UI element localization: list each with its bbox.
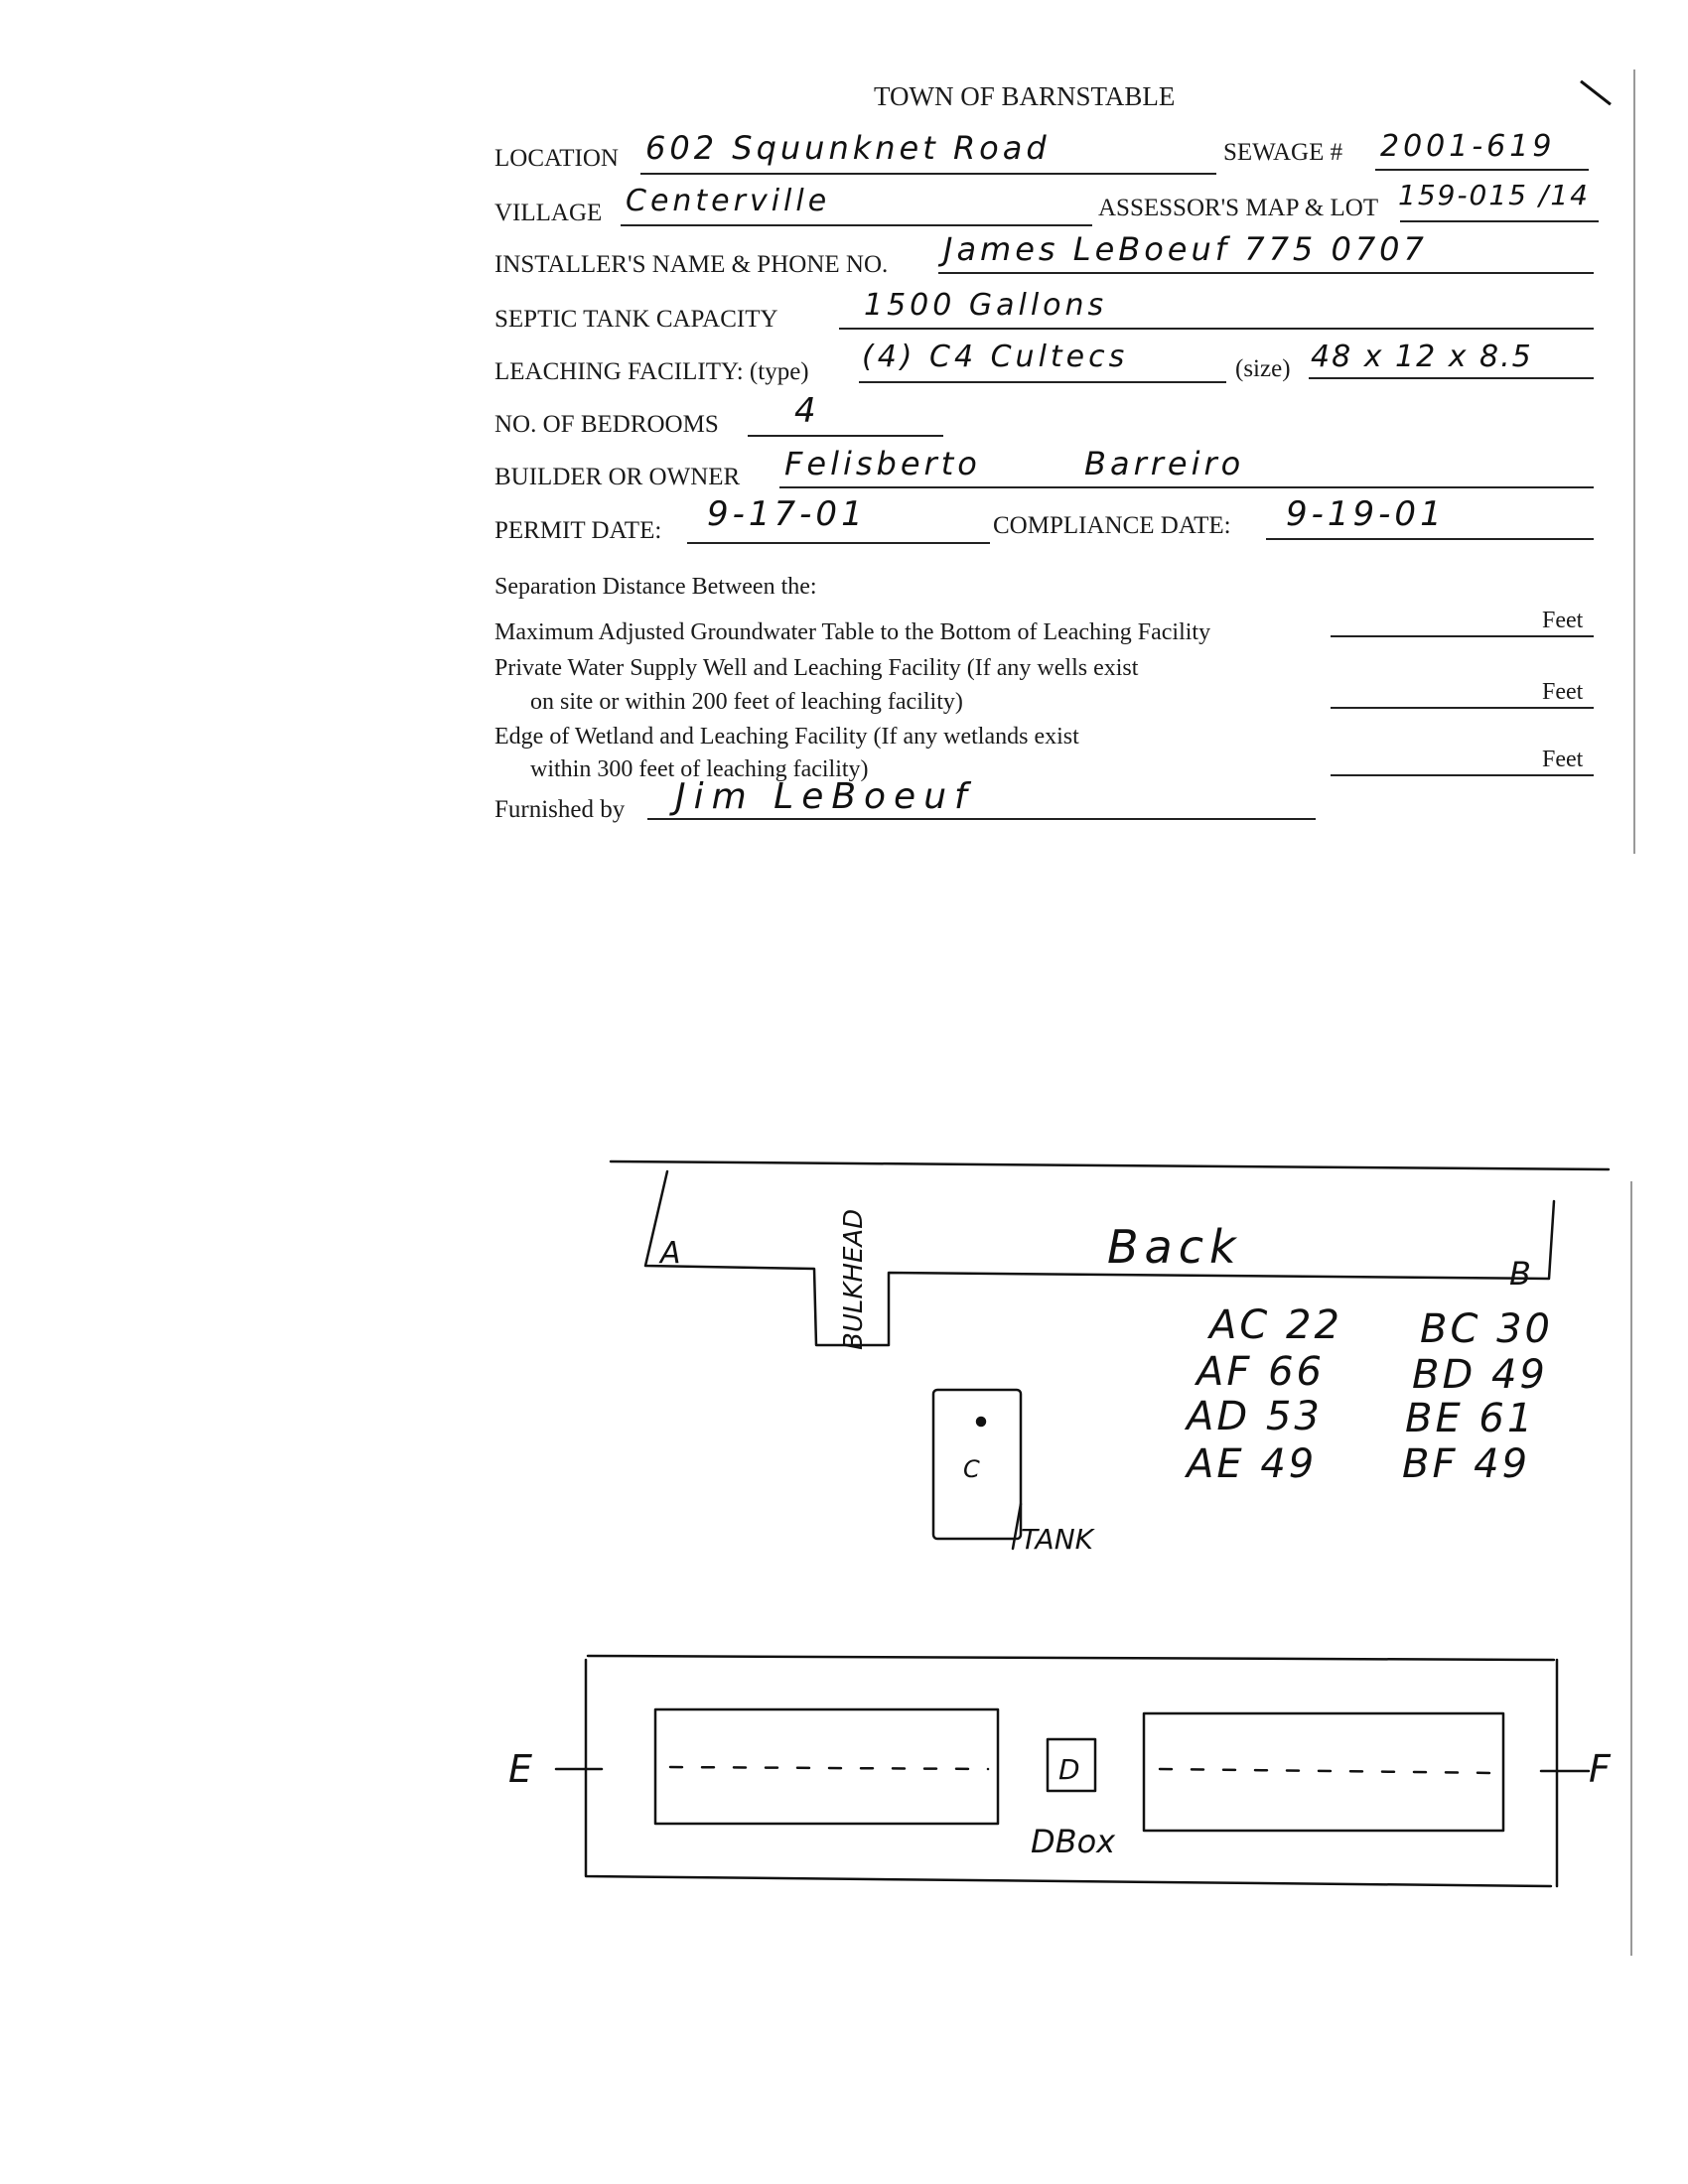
dbox-point-label: D	[1058, 1753, 1080, 1786]
furnished-value: Jim LeBoeuf	[675, 776, 975, 817]
compliance-date-label: COMPLIANCE DATE:	[993, 512, 1231, 539]
installer-value: James LeBoeuf 775 0707	[943, 230, 1428, 268]
septic-value: 1500 Gallons	[864, 288, 1108, 323]
assessor-label: ASSESSOR'S MAP & LOT	[1098, 195, 1379, 221]
location-value: 602 Squunknet Road	[645, 129, 1051, 167]
measurement-a-2: AF 66	[1196, 1349, 1325, 1395]
tank-point-label: C	[963, 1455, 980, 1483]
measurement-a-4: AE 49	[1187, 1441, 1318, 1487]
leaching-size-value: 48 x 12 x 8.5	[1311, 340, 1533, 374]
corner-b-label: B	[1509, 1255, 1531, 1293]
permit-date-label: PERMIT DATE:	[494, 517, 662, 544]
well-label-1: Private Water Supply Well and Leaching Facility (If any wells exist	[494, 655, 1139, 681]
wetland-unit: Feet	[1542, 747, 1584, 772]
measurement-a-3: AD 53	[1187, 1394, 1323, 1439]
house-outline	[645, 1171, 1554, 1345]
chamber-right-pipe	[1160, 1769, 1494, 1773]
owner-label: BUILDER OR OWNER	[494, 464, 741, 490]
wetland-label-2: within 300 feet of leaching facility)	[530, 756, 869, 782]
measurement-a-1: AC 22	[1209, 1302, 1342, 1348]
well-unit: Feet	[1542, 679, 1584, 705]
tank-label: TANK	[1021, 1523, 1093, 1556]
compliance-date-value: 9-19-01	[1286, 494, 1446, 534]
assessor-value: 159-015 /14	[1398, 179, 1590, 211]
wetland-label-1: Edge of Wetland and Leaching Facility (If any wetlands exist	[494, 724, 1079, 750]
groundwater-label: Maximum Adjusted Groundwater Table to the Bottom of Leaching Facility	[494, 619, 1211, 645]
location-label: LOCATION	[494, 145, 619, 172]
point-f-label: F	[1589, 1747, 1611, 1791]
point-e-label: E	[508, 1747, 533, 1791]
measurement-b-3: BE 61	[1405, 1396, 1536, 1441]
furnished-label: Furnished by	[494, 796, 626, 823]
village-label: VILLAGE	[494, 200, 603, 226]
permit-date-value: 9-17-01	[707, 494, 867, 534]
form-title: TOWN OF BARNSTABLE	[874, 81, 1176, 111]
corner-a-label: A	[660, 1236, 681, 1271]
bedrooms-label: NO. OF BEDROOMS	[494, 411, 719, 438]
chamber-left-pipe	[670, 1767, 988, 1769]
village-value: Centerville	[626, 184, 831, 218]
sewage-value: 2001-619	[1380, 129, 1556, 164]
sewage-label: SEWAGE #	[1223, 139, 1343, 166]
separation-heading: Separation Distance Between the:	[494, 574, 817, 600]
leaching-type-value: (4) C4 Cultecs	[862, 340, 1129, 374]
measurement-b-2: BD 49	[1412, 1352, 1548, 1398]
septic-label: SEPTIC TANK CAPACITY	[494, 306, 778, 333]
bulkhead-label: BULKHEAD	[839, 1208, 869, 1350]
leaching-type-label: LEACHING FACILITY: (type)	[494, 358, 809, 385]
dbox-label: DBox	[1031, 1823, 1116, 1860]
bedrooms-value: 4	[794, 391, 820, 431]
back-label: Back	[1107, 1220, 1242, 1274]
well-label-2: on site or within 200 feet of leaching facility)	[530, 689, 963, 715]
groundwater-unit: Feet	[1542, 608, 1584, 633]
leaching-size-label: (size)	[1235, 355, 1291, 382]
installer-label: INSTALLER'S NAME & PHONE NO.	[494, 251, 889, 278]
owner-value: Felisberto Barreiro	[784, 445, 1245, 482]
measurement-b-1: BC 30	[1420, 1306, 1553, 1352]
property-top-line	[611, 1161, 1609, 1169]
tank-inlet	[977, 1418, 985, 1426]
measurement-b-4: BF 49	[1402, 1441, 1531, 1487]
